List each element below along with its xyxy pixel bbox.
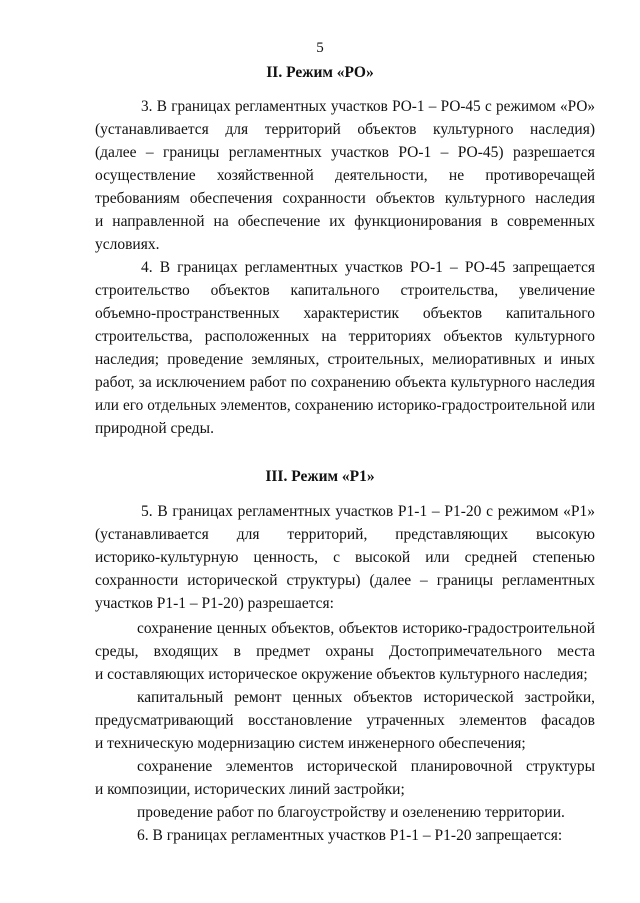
paragraph-line: капитальный ремонт ценных объектов исторической застройки, [137, 689, 595, 706]
paragraph-line: (устанавливается для территорий, представляющих высокую [95, 526, 595, 543]
paragraph-line: 5. В границах регламентных участков Р1-1 – Р1-20 с режимом «Р1» [141, 503, 595, 520]
paragraph-line: 3. В границах регламентных участков РО-1 – РО-45 с режимом «РО» [141, 98, 595, 115]
paragraph-line: требованиям обеспечения сохранности объектов культурного наследия [95, 190, 595, 207]
paragraph-line: среды, входящих в предмет охраны Достопримечательного места [95, 643, 595, 660]
paragraph-line: или его отдельных элементов, сохранению историко-градостроительной или [95, 397, 595, 414]
paragraph-line: строительства, расположенных на территориях объектов культурного [95, 328, 595, 345]
paragraph-line: наследия; проведение земляных, строительных, мелиоративных и иных [95, 351, 595, 368]
paragraph-line: предусматривающий восстановление утраченных элементов фасадов [95, 712, 595, 729]
paragraph-line: осуществление хозяйственной деятельности, не противоречащей [95, 167, 595, 184]
paragraph-line: работ, за исключением работ по сохранению объекта культурного наследия [95, 374, 595, 391]
page-number: 5 [316, 40, 324, 56]
paragraph-line: сохранности исторической структуры) (далее – границы регламентных [95, 572, 595, 589]
paragraph-line: (далее – границы регламентных участков РО-1 – РО-45) разрешается [95, 144, 595, 161]
section-title-r1: III. Режим «Р1» [265, 468, 375, 485]
section-title-ro: II. Режим «РО» [266, 64, 374, 81]
paragraph-line: и композиции, исторических линий застройки; [95, 781, 405, 798]
paragraph-line: и составляющих историческое окружение объектов культурного наследия; [95, 666, 588, 683]
paragraph-line: проведение работ по благоустройству и озеленению территории. [137, 804, 565, 821]
paragraph-line: объемно-пространственных характеристик объектов капитального [95, 305, 595, 322]
paragraph-line: и техническую модернизацию систем инженерного обеспечения; [95, 735, 526, 752]
paragraph-line: природной среды. [95, 420, 214, 437]
paragraph-line: участков Р1-1 – Р1-20) разрешается: [95, 595, 334, 612]
paragraph-line: и направленной на обеспечение их функционирования в современных [95, 213, 595, 230]
paragraph-line: (устанавливается для территорий объектов культурного наследия) [95, 121, 595, 138]
paragraph-line: 6. В границах регламентных участков Р1-1 – Р1-20 запрещается: [137, 827, 563, 844]
paragraph-line: строительство объектов капитального строительства, увеличение [95, 282, 595, 299]
paragraph-line: историко-культурную ценность, с высокой или средней степенью [95, 549, 595, 566]
paragraph-line: 4. В границах регламентных участков РО-1 – РО-45 запрещается [141, 259, 595, 276]
paragraph-line: сохранение элементов исторической планировочной структуры [137, 758, 595, 775]
paragraph-line: сохранение ценных объектов, объектов историко-градостроительной [137, 620, 595, 637]
paragraph-line: условиях. [95, 236, 160, 253]
